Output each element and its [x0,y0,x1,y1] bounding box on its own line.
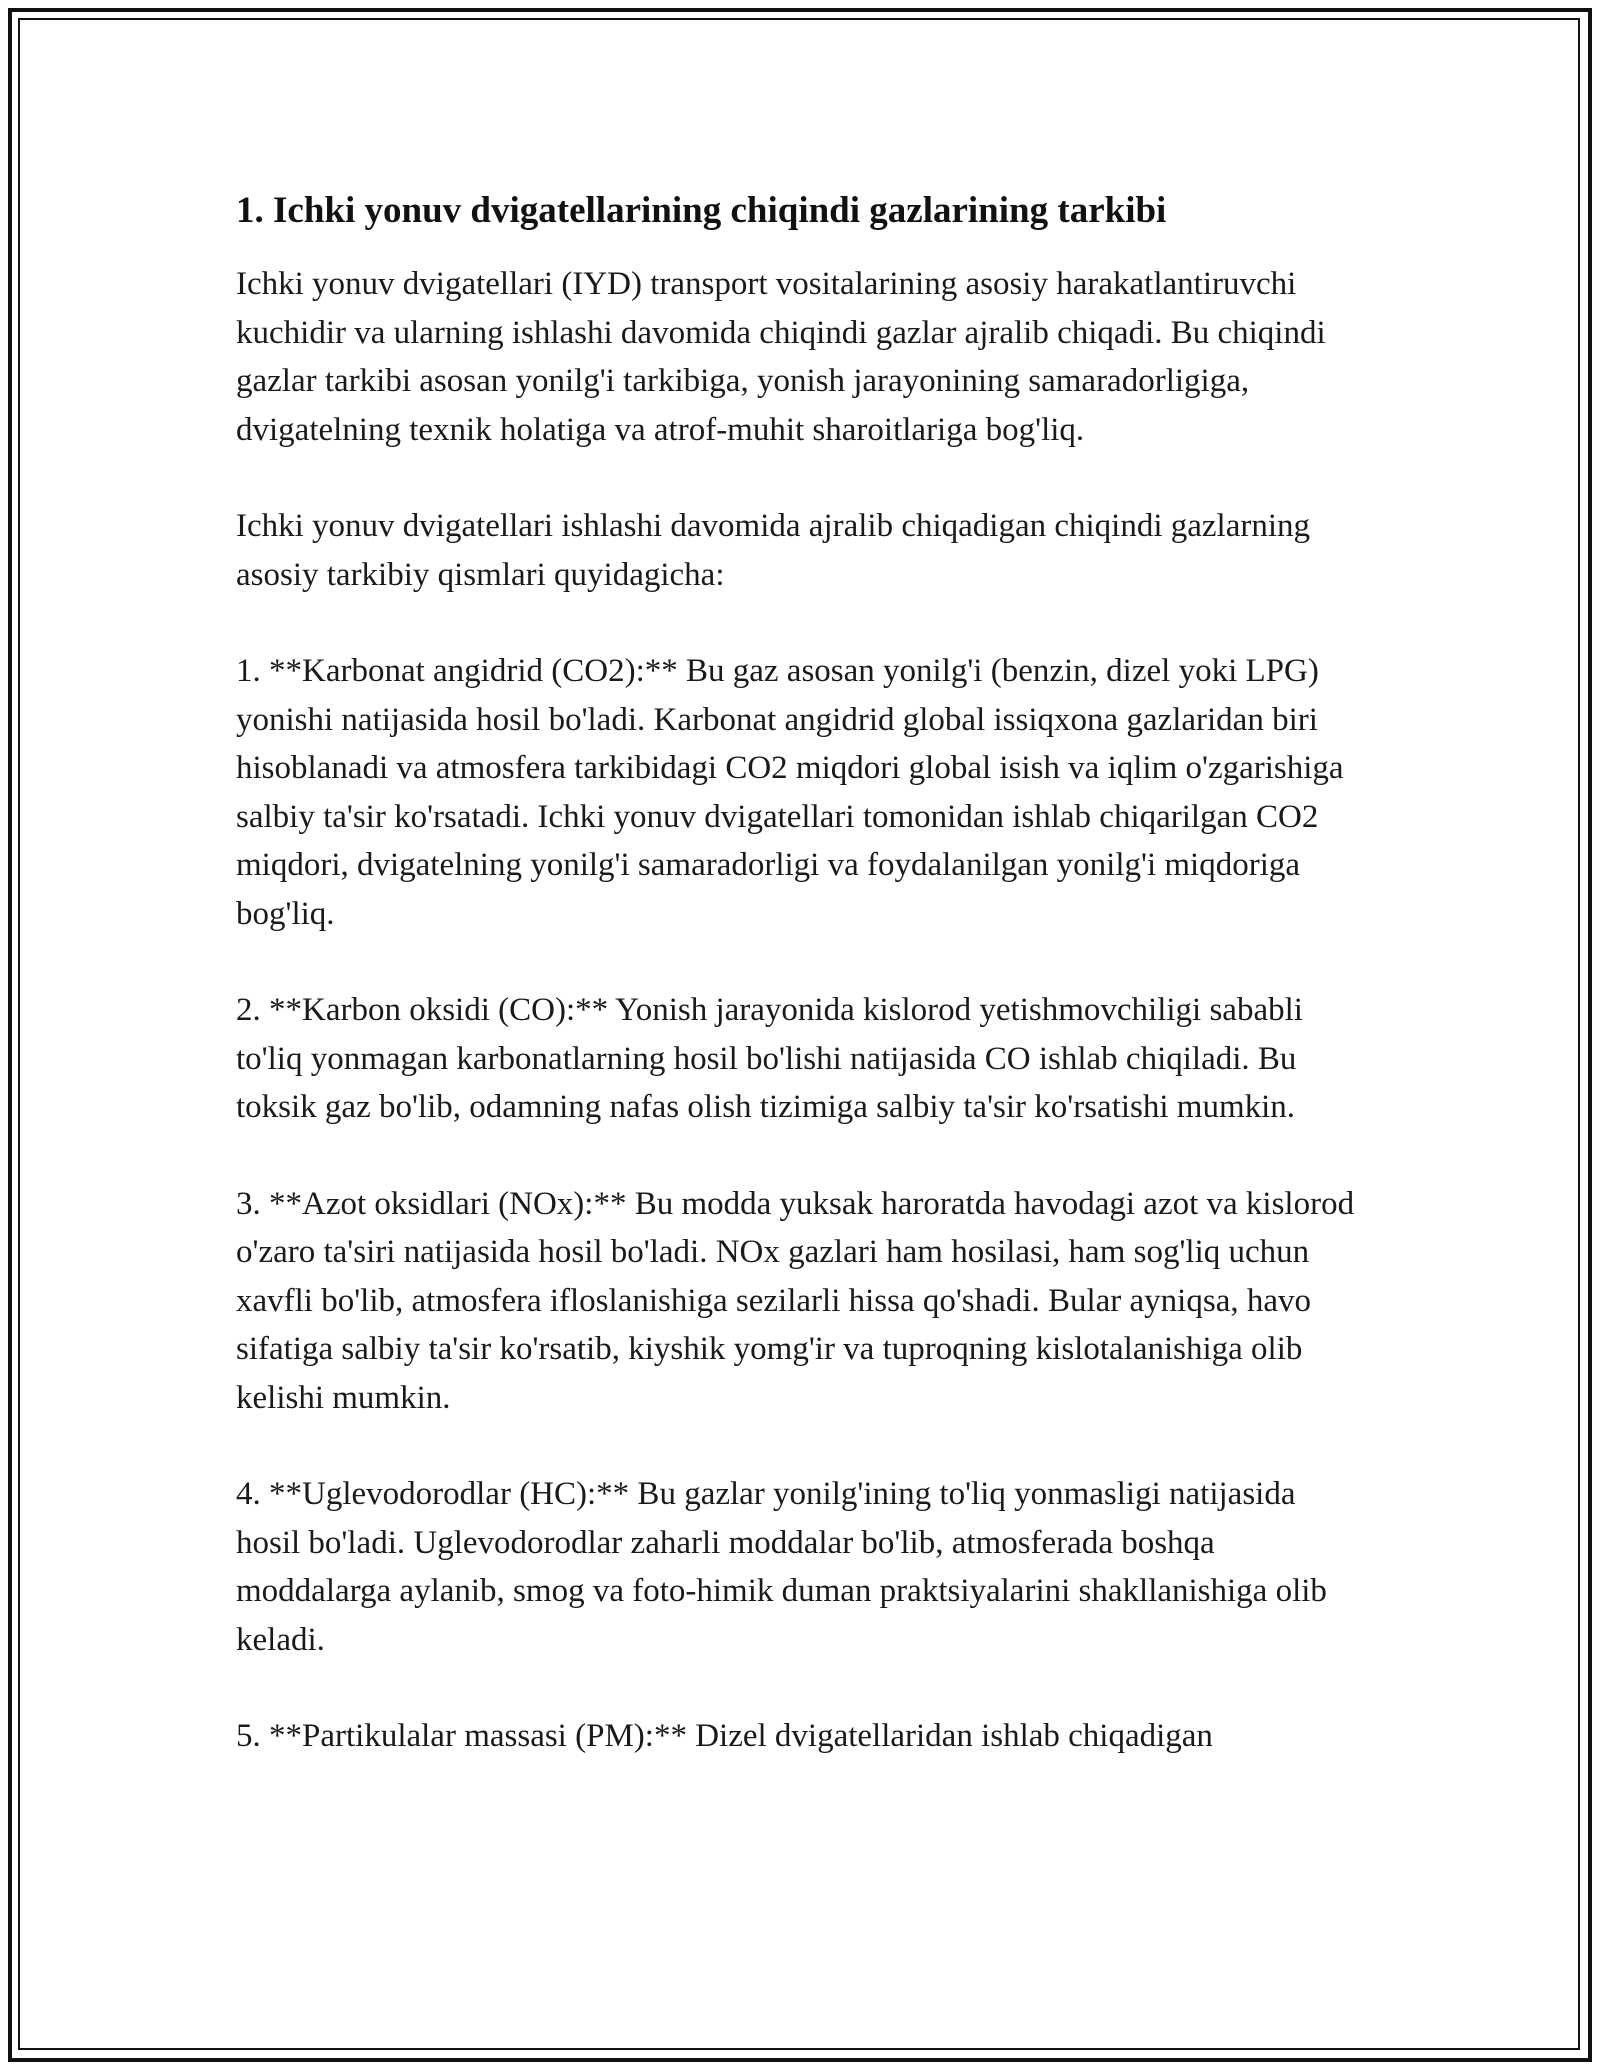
list-item-pm: 5. **Partikulalar massasi (PM):** Dizel dvigatellaridan ishlab chiqadigan [236,1718,1213,1754]
document-body [236,186,1366,1809]
intro-paragraph: Ichki yonuv dvigatellari (IYD) transport vositalarining asosiy harakatlantiruvchi kuchidir va ularning ishlashi davomida chiqindi gazlar ajralib chiqadi. Bu chiqindi gazlar tarkibi asosan yonilg'i tarkibiga, yonish jarayonining samaradorligiga, dvigatelning texnik holatiga va atrof-muhit sharoitlariga bog'liq. [236,266,1326,448]
section-heading: 1. Ichki yonuv dvigatellarining chiqindi gazlarining tarkibi [236,190,1167,231]
list-item-nox: 3. **Azot oksidlari (NOx):** Bu modda yuksak haroratda havodagi azot va kislorod o'zaro ta'siri natijasida hosil bo'ladi. NOx gazlari ham hosilasi, ham sog'liq uchun xavfli bo'lib, atmosfera ifloslanishiga sezilarli hissa qo'shadi. Bular ayniqsa, havo sifatiga salbiy ta'sir ko'rsatib, kiyshik yomg'ir va tuproqning kislotalanishiga olib kelishi mumkin. [236,1185,1355,1416]
list-item-co: 2. **Karbon oksidi (CO):** Yonish jarayonida kislorod yetishmovchiligi sababli to'liq yonmagan karbonatlarning hosil bo'lishi natijasida CO ishlab chiqiladi. Bu toksik gaz bo'lib, odamning nafas olish tizimiga salbiy ta'sir ko'rsatishi mumkin. [236,992,1303,1125]
list-item-hc: 4. **Uglevodorodlar (HC):** Bu gazlar yonilg'ining to'liq yonmasligi natijasida hosil bo'ladi. Uglevodorodlar zaharli moddalar bo'lib, atmosferada boshqa moddalarga aylanib, smog va foto-himik duman praktsiyalarini shakllanishiga olib keladi. [236,1476,1327,1658]
components-intro-paragraph: Ichki yonuv dvigatellari ishlashi davomida ajralib chiqadigan chiqindi gazlarning asosiy tarkibiy qismlari quyidagicha: [236,508,1311,593]
list-item-co2: 1. **Karbonat angidrid (CO2):** Bu gaz asosan yonilg'i (benzin, dizel yoki LPG) yonishi natijasida hosil bo'ladi. Karbonat angidrid global issiqxona gazlaridan biri hisoblanadi va atmosfera tarkibidagi CO2 miqdori global isish va iqlim o'zgarishiga salbiy ta'sir ko'rsatadi. Ichki yonuv dvigatellari tomonidan ishlab chiqarilgan CO2 miqdori, dvigatelning yonilg'i samaradorligi va foydalanilgan yonilg'i miqdoriga bog'liq. [236,653,1344,932]
